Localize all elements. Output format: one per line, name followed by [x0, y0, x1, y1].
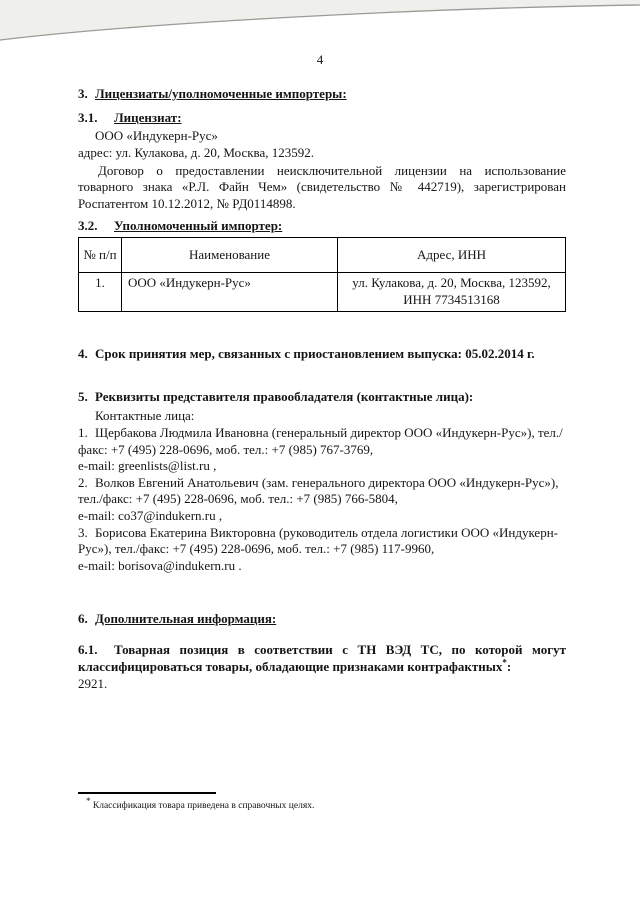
contact-1-email-line	[78, 458, 566, 475]
email-tail: ,	[209, 458, 217, 474]
section-3-1-number: 3.1.	[78, 109, 98, 125]
contact-item-1	[78, 425, 566, 475]
section-3-1-title: Лицензиат:	[114, 109, 182, 125]
contact-1-number: 1.	[78, 424, 88, 440]
cell-row-num: 1.	[79, 273, 122, 312]
section-3-1-heading	[78, 110, 566, 127]
section-6-1-number: 6.1.	[78, 642, 98, 658]
email-address: greenlists@list.ru	[118, 458, 210, 474]
contacts-subtitle: Контактные лица:	[95, 408, 195, 424]
section-6-1-text: Товарная позиция в соответствии с ТН ВЭД ТС, по которой могут классифицироваться товары, обладающие признаками контрафактных	[78, 642, 566, 674]
page-number: 4	[316, 52, 324, 67]
table-row	[79, 273, 566, 312]
section-6-heading	[78, 611, 566, 628]
column-header-name: Наименование	[122, 238, 338, 273]
email-tail: .	[235, 557, 242, 573]
scan-curl-artifact	[0, 0, 640, 46]
contact-1-line	[78, 425, 566, 458]
footnote-marker: *	[86, 795, 91, 806]
section-4-text: Срок принятия мер, связанных с приостановлением выпуска: 05.02.2014 г.	[95, 346, 535, 361]
section-3-heading	[78, 86, 566, 103]
footnote-rule	[78, 792, 216, 794]
email-label: e-mail:	[78, 458, 119, 474]
footnote	[78, 792, 566, 812]
email-address: co37@indukern.ru	[118, 508, 216, 523]
section-6-number: 6.	[78, 610, 88, 626]
email-address: borisova@indukern.ru	[118, 557, 236, 573]
email-tail: ,	[215, 508, 223, 523]
footnote-marker: *	[502, 657, 507, 668]
licensee-address: адрес: ул. Кулакова, д. 20, Москва, 123592.	[78, 144, 315, 160]
section-3-2-number: 3.2.	[78, 218, 98, 234]
importer-table-header-row	[79, 238, 566, 273]
contact-3-email-line	[78, 558, 566, 575]
contact-1-text: Щербакова Людмила Ивановна (генеральный директор ООО «Индукерн-Рус»), тел./факс: +7 (495) 228-0696, моб. тел.: +7 (985) 767-3769,	[78, 424, 563, 457]
cell-address-inn: ул. Кулакова, д. 20, Москва, 123592, ИНН 7734513168	[338, 273, 566, 312]
contact-2-line	[78, 475, 566, 508]
section-5-number: 5.	[78, 388, 88, 404]
contact-2-email-line	[78, 508, 566, 525]
importer-table	[78, 237, 566, 312]
cell-company-name: ООО «Индукерн-Рус»	[122, 273, 338, 312]
licensee-company: ООО «Индукерн-Рус»	[95, 128, 218, 144]
contact-item-2	[78, 475, 566, 525]
section-6-1-heading	[78, 642, 566, 675]
section-3-2-title: Уполномоченный импортер:	[114, 218, 283, 234]
footnote-text: Классификация товара приведена в справочных целях.	[92, 801, 315, 811]
contact-3-line	[78, 525, 566, 558]
column-header-address: Адрес, ИНН	[338, 238, 566, 273]
section-3-2-heading	[78, 218, 566, 235]
contact-item-3	[78, 525, 566, 575]
section-4-number: 4.	[78, 346, 88, 361]
section-3-title: Лицензиаты/уполномоченные импортеры:	[95, 86, 347, 101]
hs-code-value: 2921.	[78, 676, 108, 692]
licensee-agreement: Договор о предоставлении неисключительной лицензии на использование товарного знака «Р.Л. Файн Чем» (свидетельство № 442719), зарегистрирован Роспатентом 10.12.2012, № РД0114898.	[78, 162, 566, 211]
document-content	[78, 86, 566, 693]
contact-3-text: Борисова Екатерина Викторовна (руководитель отдела логистики ООО «Индукерн-Рус»), тел./факс: +7 (495) 228-0696, моб. тел.: +7 (985) 117-9960,	[78, 524, 558, 557]
email-label: e-mail:	[78, 508, 119, 523]
contact-3-number: 3.	[78, 524, 88, 540]
contact-2-number: 2.	[78, 474, 88, 490]
column-header-num: № п/п	[79, 238, 122, 273]
contact-2-text: Волков Евгений Анатольевич (зам. генерального директора ООО «Индукерн-Рус»), тел./факс: +7 (495) 228-0696, моб. тел.: +7 (985) 766-5804,	[78, 474, 559, 507]
section-6-1-colon: :	[506, 658, 512, 674]
section-5-title: Реквизиты представителя правообладателя (контактные лица):	[95, 388, 474, 404]
section-4-heading	[78, 346, 566, 363]
section-5-heading	[78, 389, 566, 406]
section-6-title: Дополнительная информация:	[95, 610, 277, 626]
footnote-text-line	[78, 795, 566, 812]
email-label: e-mail:	[78, 557, 119, 573]
section-3-number: 3.	[78, 86, 88, 101]
